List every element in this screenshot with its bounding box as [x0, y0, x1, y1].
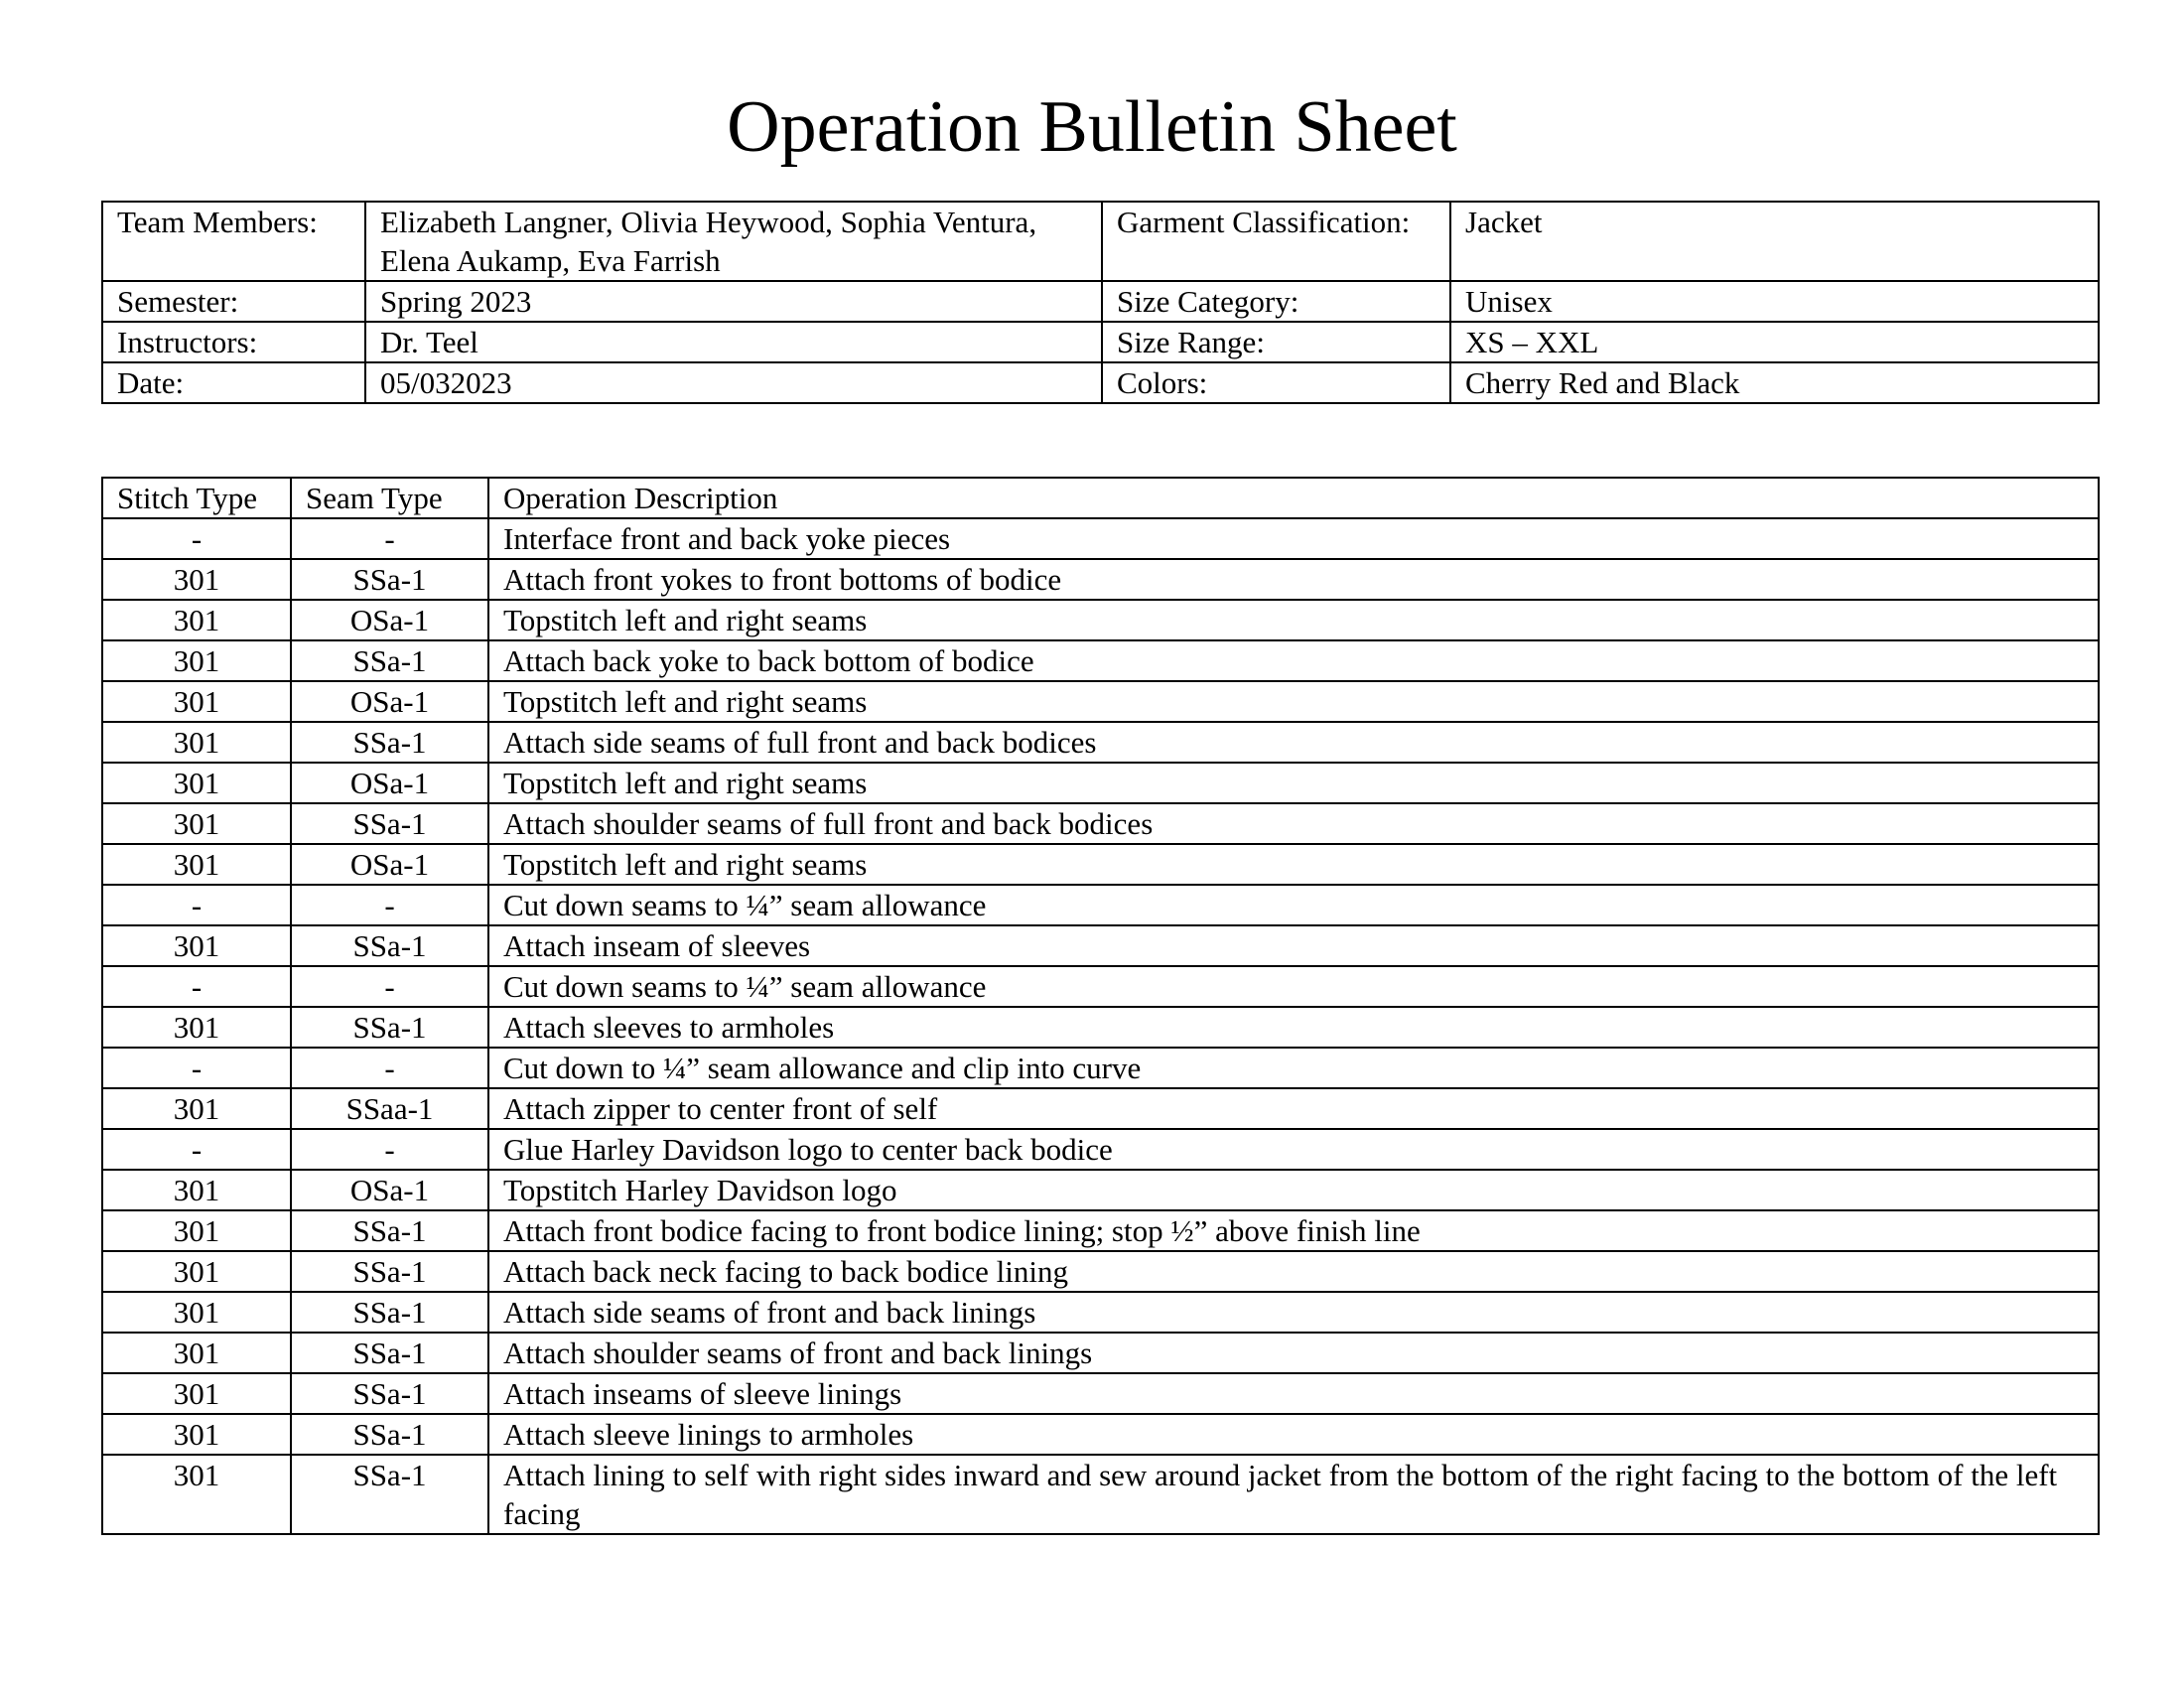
operation-description-cell: Attach side seams of full front and back bodices — [488, 722, 2099, 763]
stitch-type-cell: - — [102, 966, 291, 1007]
operation-description-cell: Attach side seams of front and back linings — [488, 1292, 2099, 1333]
info-value: Unisex — [1450, 281, 2099, 322]
stitch-type-cell: 301 — [102, 763, 291, 803]
table-row — [102, 1170, 2099, 1210]
table-row — [102, 1210, 2099, 1251]
stitch-type-cell: - — [102, 518, 291, 559]
seam-type-cell: SSa-1 — [291, 559, 488, 600]
seam-type-cell: - — [291, 885, 488, 925]
table-row — [102, 1007, 2099, 1048]
stitch-type-cell: 301 — [102, 559, 291, 600]
info-label: Team Members: — [102, 202, 365, 281]
table-row — [102, 1333, 2099, 1373]
seam-type-cell: SSa-1 — [291, 1210, 488, 1251]
operation-description-cell: Attach sleeves to armholes — [488, 1007, 2099, 1048]
operation-description-cell: Topstitch left and right seams — [488, 844, 2099, 885]
seam-type-cell: OSa-1 — [291, 844, 488, 885]
seam-type-cell: - — [291, 966, 488, 1007]
table-row — [102, 925, 2099, 966]
operation-description-cell: Topstitch left and right seams — [488, 763, 2099, 803]
table-row — [102, 1455, 2099, 1534]
stitch-type-cell: 301 — [102, 1292, 291, 1333]
info-label: Size Category: — [1102, 281, 1450, 322]
operation-description-cell: Interface front and back yoke pieces — [488, 518, 2099, 559]
info-label: Garment Classification: — [1102, 202, 1450, 281]
info-value: Cherry Red and Black — [1450, 362, 2099, 403]
info-label: Semester: — [102, 281, 365, 322]
seam-type-cell: SSa-1 — [291, 1251, 488, 1292]
operations-rows — [102, 518, 2099, 1534]
table-row — [102, 1292, 2099, 1333]
stitch-type-cell: - — [102, 885, 291, 925]
seam-type-cell: - — [291, 518, 488, 559]
table-row — [102, 1129, 2099, 1170]
info-label: Date: — [102, 362, 365, 403]
info-value: Jacket — [1450, 202, 2099, 281]
seam-type-cell: SSaa-1 — [291, 1088, 488, 1129]
stitch-type-cell: 301 — [102, 1333, 291, 1373]
operation-description-cell: Attach back yoke to back bottom of bodice — [488, 640, 2099, 681]
stitch-type-cell: 301 — [102, 803, 291, 844]
table-row — [102, 559, 2099, 600]
info-row-team — [102, 202, 2099, 281]
seam-type-cell: OSa-1 — [291, 763, 488, 803]
stitch-type-cell: 301 — [102, 681, 291, 722]
operation-description-cell: Cut down seams to ¼” seam allowance — [488, 885, 2099, 925]
stitch-type-cell: 301 — [102, 1373, 291, 1414]
operations-header-row — [102, 478, 2099, 518]
table-row — [102, 640, 2099, 681]
operation-description-cell: Attach back neck facing to back bodice lining — [488, 1251, 2099, 1292]
operation-description-cell: Cut down seams to ¼” seam allowance — [488, 966, 2099, 1007]
table-row — [102, 803, 2099, 844]
seam-type-cell: SSa-1 — [291, 1414, 488, 1455]
stitch-type-cell: 301 — [102, 1210, 291, 1251]
seam-type-cell: SSa-1 — [291, 1333, 488, 1373]
stitch-type-cell: 301 — [102, 640, 291, 681]
table-row — [102, 1373, 2099, 1414]
info-label: Colors: — [1102, 362, 1450, 403]
column-header-stitch-type: Stitch Type — [102, 478, 291, 518]
operation-description-cell: Attach lining to self with right sides inward and sew around jacket from the bottom of the right facing to the bottom of the left facing — [488, 1455, 2099, 1534]
info-value: Spring 2023 — [365, 281, 1102, 322]
stitch-type-cell: 301 — [102, 1251, 291, 1292]
table-row — [102, 681, 2099, 722]
seam-type-cell: OSa-1 — [291, 1170, 488, 1210]
seam-type-cell: SSa-1 — [291, 803, 488, 844]
column-header-seam-type: Seam Type — [291, 478, 488, 518]
seam-type-cell: SSa-1 — [291, 722, 488, 763]
info-row-semester — [102, 281, 2099, 322]
operations-table — [101, 477, 2100, 1535]
operation-description-cell: Attach shoulder seams of front and back linings — [488, 1333, 2099, 1373]
table-row — [102, 600, 2099, 640]
operation-description-cell: Attach zipper to center front of self — [488, 1088, 2099, 1129]
info-value: Elizabeth Langner, Olivia Heywood, Sophia Ventura, Elena Aukamp, Eva Farrish — [365, 202, 1102, 281]
stitch-type-cell: 301 — [102, 1455, 291, 1534]
operation-description-cell: Topstitch left and right seams — [488, 600, 2099, 640]
operation-description-cell: Attach shoulder seams of full front and back bodices — [488, 803, 2099, 844]
stitch-type-cell: 301 — [102, 1170, 291, 1210]
info-value: XS – XXL — [1450, 322, 2099, 362]
operation-description-cell: Cut down to ¼” seam allowance and clip into curve — [488, 1048, 2099, 1088]
info-value: Dr. Teel — [365, 322, 1102, 362]
seam-type-cell: SSa-1 — [291, 1455, 488, 1534]
info-label: Instructors: — [102, 322, 365, 362]
table-row — [102, 518, 2099, 559]
stitch-type-cell: 301 — [102, 1088, 291, 1129]
stitch-type-cell: 301 — [102, 925, 291, 966]
operation-description-cell: Topstitch left and right seams — [488, 681, 2099, 722]
info-row-instructors — [102, 322, 2099, 362]
seam-type-cell: - — [291, 1129, 488, 1170]
table-row — [102, 722, 2099, 763]
stitch-type-cell: 301 — [102, 600, 291, 640]
table-row — [102, 1251, 2099, 1292]
seam-type-cell: SSa-1 — [291, 1373, 488, 1414]
table-row — [102, 885, 2099, 925]
seam-type-cell: SSa-1 — [291, 640, 488, 681]
stitch-type-cell: - — [102, 1048, 291, 1088]
operation-description-cell: Attach inseams of sleeve linings — [488, 1373, 2099, 1414]
table-row — [102, 844, 2099, 885]
seam-type-cell: SSa-1 — [291, 925, 488, 966]
operation-description-cell: Attach sleeve linings to armholes — [488, 1414, 2099, 1455]
stitch-type-cell: 301 — [102, 844, 291, 885]
stitch-type-cell: 301 — [102, 722, 291, 763]
table-row — [102, 1414, 2099, 1455]
seam-type-cell: SSa-1 — [291, 1292, 488, 1333]
stitch-type-cell: 301 — [102, 1414, 291, 1455]
operation-description-cell: Attach front bodice facing to front bodice lining; stop ½” above finish line — [488, 1210, 2099, 1251]
table-row — [102, 1088, 2099, 1129]
operation-description-cell: Glue Harley Davidson logo to center back bodice — [488, 1129, 2099, 1170]
stitch-type-cell: - — [102, 1129, 291, 1170]
stitch-type-cell: 301 — [102, 1007, 291, 1048]
info-row-date — [102, 362, 2099, 403]
operation-description-cell: Topstitch Harley Davidson logo — [488, 1170, 2099, 1210]
table-row — [102, 763, 2099, 803]
info-label: Size Range: — [1102, 322, 1450, 362]
seam-type-cell: OSa-1 — [291, 600, 488, 640]
info-value: 05/032023 — [365, 362, 1102, 403]
table-row — [102, 1048, 2099, 1088]
seam-type-cell: - — [291, 1048, 488, 1088]
table-row — [102, 966, 2099, 1007]
page-title: Operation Bulletin Sheet — [727, 86, 1457, 168]
seam-type-cell: SSa-1 — [291, 1007, 488, 1048]
seam-type-cell: OSa-1 — [291, 681, 488, 722]
column-header-operation-description: Operation Description — [488, 478, 2099, 518]
garment-info-table — [101, 201, 2100, 404]
operation-description-cell: Attach front yokes to front bottoms of bodice — [488, 559, 2099, 600]
operation-description-cell: Attach inseam of sleeves — [488, 925, 2099, 966]
